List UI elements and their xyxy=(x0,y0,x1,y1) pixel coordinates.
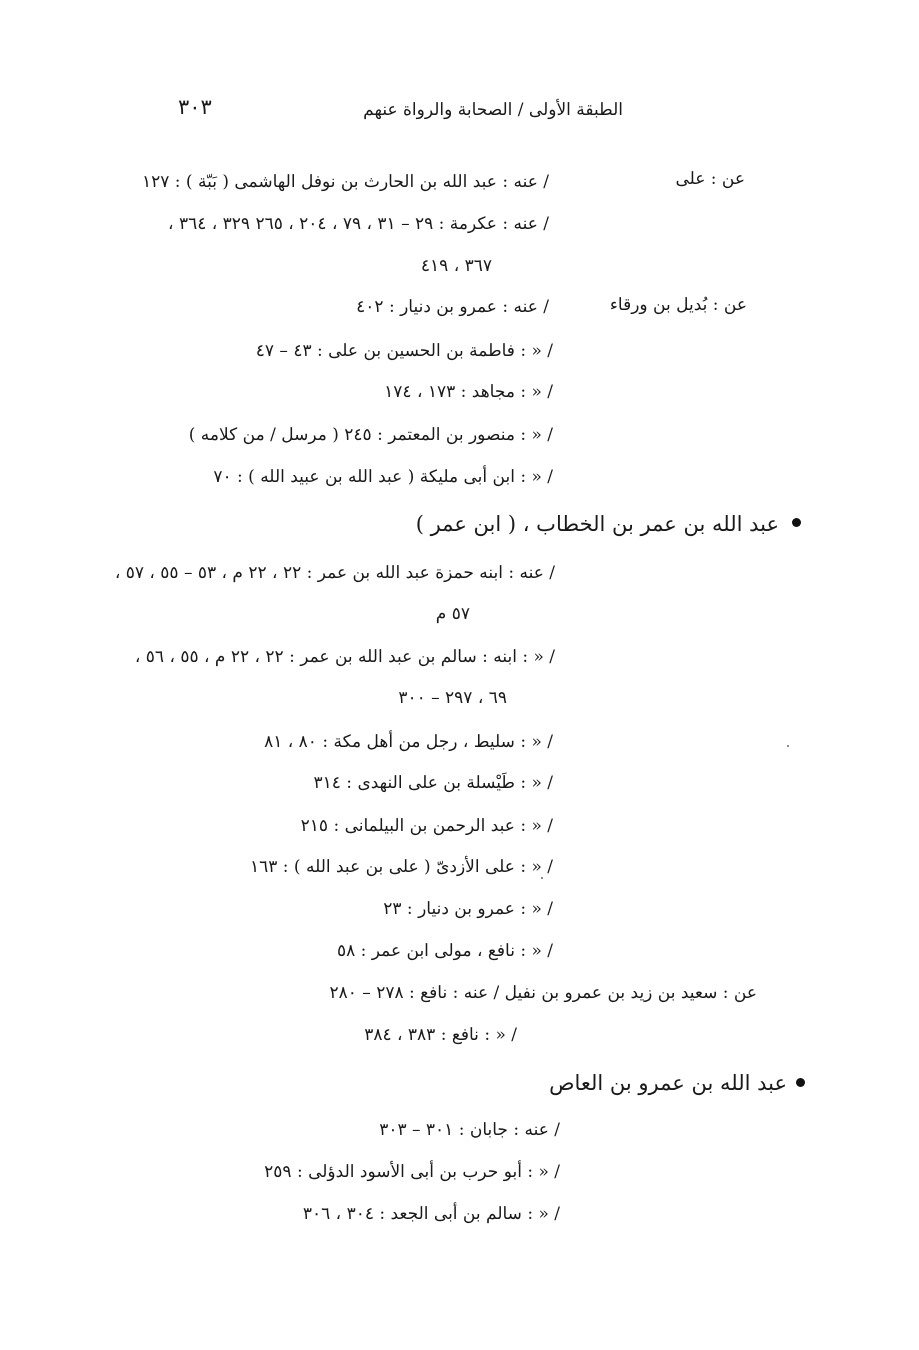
narrator-line: / « : فاطمة بن الحسين بن على : ٤٣ – ٤٧ xyxy=(255,341,553,361)
continuation-line: ٥٧ م xyxy=(435,604,470,624)
entry-label-ali: عن : على xyxy=(675,169,745,189)
narrator-line: / « : سالم بن أبى الجعد : ٣٠٤ ، ٣٠٦ xyxy=(302,1204,560,1224)
page-number: ٣٠٣ xyxy=(178,95,212,119)
narrator-line: / « : على الأزدىّ ( على بن عبد الله ) : ١٦٣ xyxy=(249,857,553,877)
narrator-line: / « : عمرو بن دنيار : ٢٣ xyxy=(383,899,553,919)
narrator-line: / عنه : جابان : ٣٠١ – ٣٠٣ xyxy=(379,1120,560,1140)
bullet-icon xyxy=(796,1078,805,1087)
narrator-line: / « : نافع : ٣٨٣ ، ٣٨٤ xyxy=(364,1025,517,1045)
print-speck xyxy=(541,877,543,879)
bullet-icon xyxy=(792,518,801,527)
narrator-line: / « : ابن أبى مليكة ( عبد الله بن عبيد الله ) : ٧٠ xyxy=(213,467,553,487)
sub-entry-line: عن : سعيد بن زيد بن عمرو بن نفيل / عنه : نافع : ٢٧٨ – ٢٨٠ xyxy=(329,983,757,1003)
narrator-line: / « : عبد الرحمن بن البيلمانى : ٢١٥ xyxy=(300,816,553,836)
narrator-line: / عنه : ابنه حمزة عبد الله بن عمر : ٢٢ ، ٢٢ م ، ٥٣ – ٥٥ ، ٥٧ ، xyxy=(114,563,555,583)
continuation-line: ٣٦٧ ، ٤١٩ xyxy=(420,256,492,276)
section-heading: عبد الله بن عمرو بن العاص xyxy=(549,1071,787,1095)
narrator-line: / « : طَيْسلة بن على النهدى : ٣١٤ xyxy=(313,773,553,793)
entry-label-budail: عن : بُديل بن ورقاء xyxy=(609,295,747,315)
running-header: الطبقة الأولى / الصحابة والرواة عنهم xyxy=(363,100,623,120)
section-heading: عبد الله بن عمر بن الخطاب ، ( ابن عمر ) xyxy=(415,512,779,536)
narrator-line: / « : نافع ، مولى ابن عمر : ٥٨ xyxy=(336,941,553,961)
narrator-line: / « : سليط ، رجل من أهل مكة : ٨٠ ، ٨١ xyxy=(264,732,553,752)
narrator-line: / « : أبو حرب بن أبى الأسود الدؤلى : ٢٥٩ xyxy=(264,1162,560,1182)
narrator-line: / عنه : عمرو بن دنيار : ٤٠٢ xyxy=(356,297,549,317)
narrator-line: / « : مجاهد : ١٧٣ ، ١٧٤ xyxy=(384,382,553,402)
narrator-line: / « : ابنه : سالم بن عبد الله بن عمر : ٢٢ ، ٢٢ م ، ٥٥ ، ٥٦ ، xyxy=(134,647,555,667)
narrator-line: / « : منصور بن المعتمر : ٢٤٥ ( مرسل / من كلامه ) xyxy=(188,425,553,445)
continuation-line: ٦٩ ، ٢٩٧ – ٣٠٠ xyxy=(398,688,507,708)
print-speck xyxy=(787,745,789,747)
narrator-line: / عنه : عبد الله بن الحارث بن نوفل الهاشمى ( بَبّة ) : ١٢٧ xyxy=(141,172,549,192)
narrator-line: / عنه : عكرمة : ٢٩ – ٣١ ، ٧٩ ، ٢٠٤ ، ٢٦٥ ٣٢٩ ، ٣٦٤ ، xyxy=(168,214,549,234)
